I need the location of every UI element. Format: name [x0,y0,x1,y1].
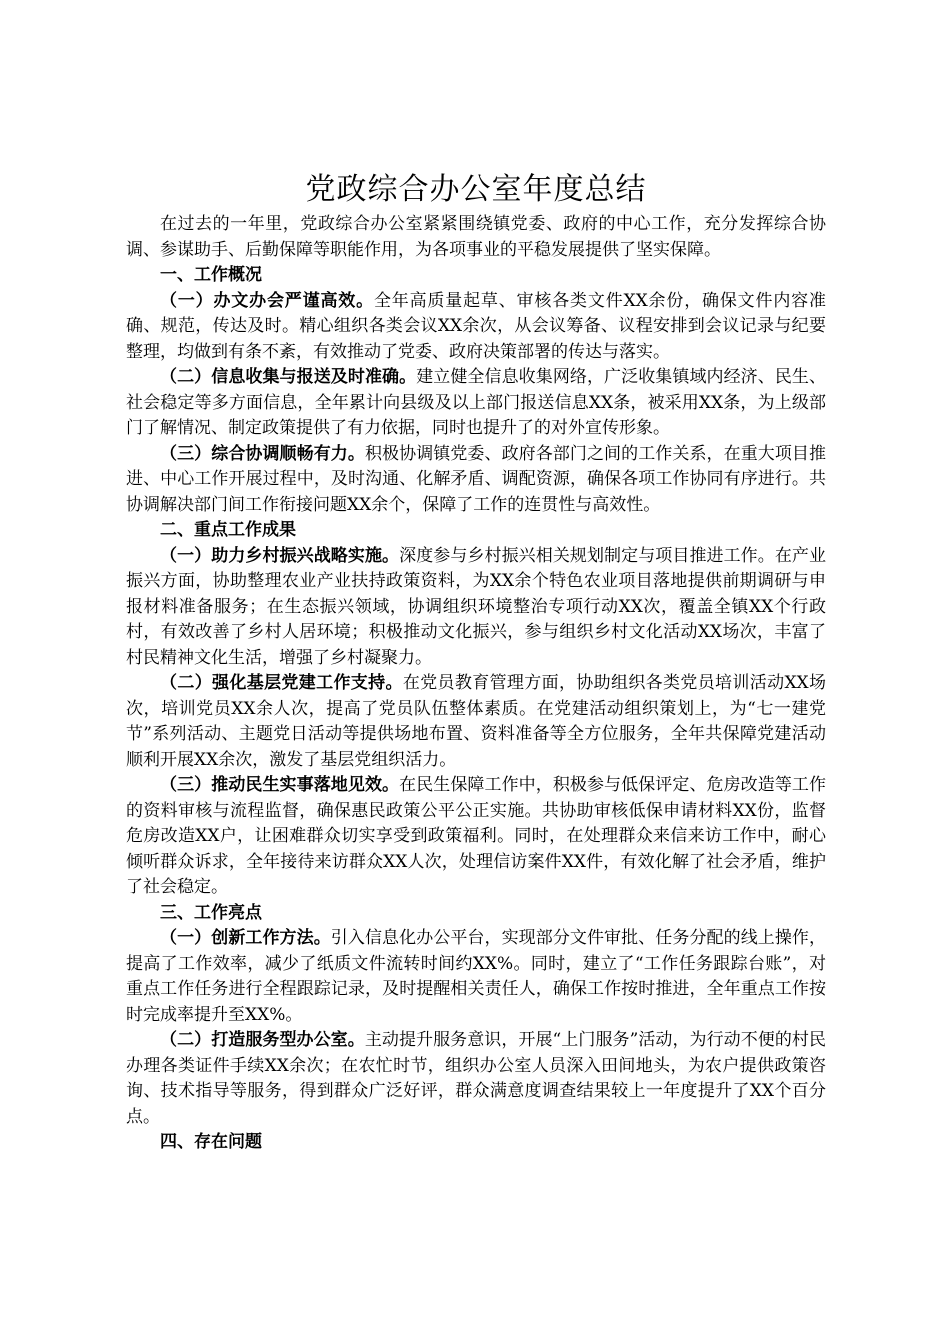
item-text: 在民生保障工作中，积极参与低保评定、危房改造等工作的资料审核与流程监督，确保惠民政策公平公正实施。共协助审核低保申请材料XX份，监督危房改造XX户，让困难群众切实享受到政策福利。同时，在处理群众来信来访工作中，耐心倾听群众诉求，全年接待来访群众XX人次，处理信访案件XX件，有效化解了社会矛盾，维护了社会稳定。 [126,775,827,897]
item-lead: （二）信息收集与报送及时准确。 [160,367,417,387]
item-lead: （二）强化基层党建工作支持。 [160,673,403,693]
achievements-item-3 [126,773,826,901]
section-heading-highlights: 三、工作亮点 [160,902,262,923]
section-heading-achievements: 二、重点工作成果 [160,520,296,540]
item-lead: （三）综合协调顺畅有力。 [160,443,365,464]
section-heading-problems: 四、存在问题 [160,1132,262,1152]
item-lead: （一）办文办会严谨高效。 [160,290,374,311]
item-lead: （二）打造服务型办公室。 [160,1030,365,1050]
item-text: 全年高质量起草、审核各类文件XX余份，确保文件内容准确、规范，传达及时。精心组织各类会议XX余次，从会议筹备、议程安排到会议记录与纪要整理，均做到有条不紊，有效推动了党委、政府决策部署的传达与落实。 [126,290,826,362]
intro-paragraph: 在过去的一年里，党政综合办公室紧紧围绕镇党委、政府的中心工作，充分发挥综合协调、参谋助手、后勤保障等职能作用，为各项事业的平稳发展提供了坚实保障。 [126,214,826,260]
document-title: 党政综合办公室年度总结 [305,172,647,207]
overview-item-2 [126,365,826,442]
overview-item-3 [126,442,826,519]
overview-item-1 [126,289,826,366]
highlights-item-1 [126,926,826,1028]
highlights-item-2 [126,1028,826,1130]
document-page [126,170,826,1156]
achievements-item-2 [126,671,826,773]
item-text: 积极协调镇党委、政府各部门之间的工作关系，在重大项目推进、中心工作开展过程中，及时沟通、化解矛盾、调配资源，确保各项工作协同有序进行。共协调解决部门间工作衔接问题XX余个，保障了工作的连贯性与高效性。 [126,443,827,515]
item-text: 主动提升服务意识，开展“上门服务”活动，为行动不便的村民办理各类证件手续XX余次；在农忙时节，组织办公室人员深入田间地头，为农户提供政策咨询、技术指导等服务，得到群众广泛好评，群众满意度调查结果较上一年度提升了XX个百分点。 [126,1030,826,1127]
section-heading-overview: 一、工作概况 [160,265,262,285]
achievements-item-1 [126,544,826,672]
item-lead: （一）创新工作方法。 [160,928,331,948]
item-text: 在党员教育管理方面，协助组织各类党员培训活动XX场次，培训党员XX余人次，提高了党员队伍整体素质。在党建活动组织策划上，为“七一建党节”系列活动、主题党日活动等提供场地布置、资料准备等全方位服务，全年共保障党建活动顺利开展XX余次，激发了基层党组织活力。 [126,673,826,770]
item-lead: （三）推动民生实事落地见效。 [160,775,400,795]
item-text: 引入信息化办公平台，实现部分文件审批、任务分配的线上操作，提高了工作效率，减少了纸质文件流转时间约XX%。同时，建立了“工作任务跟踪台账”，对重点工作任务进行全程跟踪记录，及时提醒相关责任人，确保工作按时推进，全年重点工作按时完成率提升至XX%。 [126,928,827,1025]
item-text: 深度参与乡村振兴相关规划制定与项目推进工作。在产业振兴方面，协助整理农业产业扶持政策资料，为XX余个特色农业项目落地提供前期调研与申报材料准备服务；在生态振兴领域，协调组织环境整治专项行动XX次，覆盖全镇XX个行政村，有效改善了乡村人居环境；积极推动文化振兴，参与组织乡村文化活动XX场次，丰富了村民精神文化生活，增强了乡村凝聚力。 [126,545,827,668]
item-text: 建立健全信息收集网络，广泛收集镇域内经济、民生、社会稳定等多方面信息，全年累计向县级及以上部门报送信息XX条，被采用XX条，为上级部门了解情况、制定政策提供了有力依据，同时也提升了的对外宣传形象。 [126,367,827,438]
item-lead: （一）助力乡村振兴战略实施。 [160,545,400,566]
